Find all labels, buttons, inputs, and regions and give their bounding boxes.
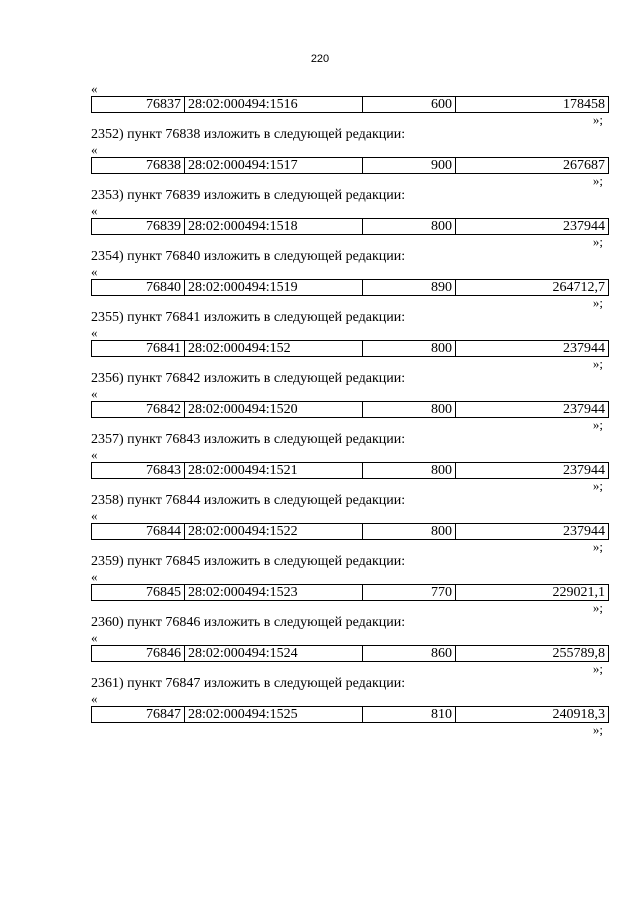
open-quote: « <box>91 691 98 706</box>
close-quote: »; <box>592 478 603 493</box>
close-quote: »; <box>592 661 603 676</box>
entry-block <box>91 249 609 310</box>
area-value: 800 <box>363 463 456 479</box>
amendment-clause: 2358) пункт 76844 изложить в следующей редакции: <box>91 493 406 508</box>
area-value: 860 <box>363 646 456 662</box>
table-row <box>91 706 609 723</box>
item-number: 76844 <box>92 524 185 540</box>
open-quote: « <box>91 569 98 584</box>
open-quote: « <box>91 325 98 340</box>
entry-block <box>91 127 609 188</box>
item-number: 76840 <box>92 280 185 296</box>
cost-value: 229021,1 <box>456 585 609 601</box>
amendment-clause: 2353) пункт 76839 изложить в следующей редакции: <box>91 188 406 203</box>
table-row <box>91 645 609 662</box>
item-number: 76846 <box>92 646 185 662</box>
table-row <box>91 96 609 113</box>
close-quote: »; <box>592 173 603 188</box>
open-quote: « <box>91 203 98 218</box>
cost-value: 237944 <box>456 463 609 479</box>
area-value: 800 <box>363 341 456 357</box>
cost-value: 240918,3 <box>456 707 609 723</box>
entry-block <box>91 310 609 371</box>
item-number: 76847 <box>92 707 185 723</box>
cost-value: 178458 <box>456 97 609 113</box>
cadastral-number: 28:02:000494:1523 <box>185 585 363 601</box>
open-quote: « <box>91 264 98 279</box>
cadastral-number: 28:02:000494:1524 <box>185 646 363 662</box>
entry-block <box>91 188 609 249</box>
close-quote: »; <box>592 600 603 615</box>
open-quote: « <box>91 630 98 645</box>
table-row <box>91 462 609 479</box>
area-value: 800 <box>363 524 456 540</box>
page-number: 220 <box>310 53 330 65</box>
item-number: 76841 <box>92 341 185 357</box>
open-quote: « <box>91 447 98 462</box>
close-quote: »; <box>592 722 603 737</box>
area-value: 770 <box>363 585 456 601</box>
cost-value: 237944 <box>456 524 609 540</box>
item-number: 76839 <box>92 219 185 235</box>
table-row <box>91 523 609 540</box>
item-number: 76837 <box>92 97 185 113</box>
open-quote: « <box>91 142 98 157</box>
cost-value: 237944 <box>456 341 609 357</box>
area-value: 600 <box>363 97 456 113</box>
entry-block <box>91 554 609 615</box>
cadastral-number: 28:02:000494:1521 <box>185 463 363 479</box>
cadastral-number: 28:02:000494:1525 <box>185 707 363 723</box>
item-number: 76842 <box>92 402 185 418</box>
close-quote: »; <box>592 112 603 127</box>
table-row <box>91 584 609 601</box>
close-quote: »; <box>592 539 603 554</box>
cost-value: 255789,8 <box>456 646 609 662</box>
table-row <box>91 218 609 235</box>
table-row <box>91 279 609 296</box>
cost-value: 264712,7 <box>456 280 609 296</box>
item-number: 76845 <box>92 585 185 601</box>
table-row <box>91 157 609 174</box>
area-value: 890 <box>363 280 456 296</box>
cadastral-number: 28:02:000494:1520 <box>185 402 363 418</box>
area-value: 900 <box>363 158 456 174</box>
cadastral-number: 28:02:000494:1519 <box>185 280 363 296</box>
amendment-clause: 2361) пункт 76847 изложить в следующей редакции: <box>91 676 406 691</box>
cadastral-number: 28:02:000494:1517 <box>185 158 363 174</box>
cost-value: 267687 <box>456 158 609 174</box>
close-quote: »; <box>592 417 603 432</box>
entry-block <box>91 615 609 676</box>
area-value: 800 <box>363 219 456 235</box>
entry-block <box>91 371 609 432</box>
cadastral-number: 28:02:000494:152 <box>185 341 363 357</box>
amendment-clause: 2356) пункт 76842 изложить в следующей редакции: <box>91 371 406 386</box>
table-row <box>91 340 609 357</box>
amendment-clause: 2352) пункт 76838 изложить в следующей редакции: <box>91 127 406 142</box>
table-row <box>91 401 609 418</box>
cadastral-number: 28:02:000494:1518 <box>185 219 363 235</box>
close-quote: »; <box>592 234 603 249</box>
cadastral-number: 28:02:000494:1522 <box>185 524 363 540</box>
item-number: 76843 <box>92 463 185 479</box>
open-quote: « <box>91 386 98 401</box>
entry-block <box>91 82 609 127</box>
close-quote: »; <box>592 356 603 371</box>
open-quote: « <box>91 81 98 96</box>
document-body <box>91 82 609 737</box>
amendment-clause: 2357) пункт 76843 изложить в следующей редакции: <box>91 432 406 447</box>
item-number: 76838 <box>92 158 185 174</box>
amendment-clause: 2354) пункт 76840 изложить в следующей редакции: <box>91 249 406 264</box>
amendment-clause: 2359) пункт 76845 изложить в следующей редакции: <box>91 554 406 569</box>
amendment-clause: 2360) пункт 76846 изложить в следующей редакции: <box>91 615 406 630</box>
cost-value: 237944 <box>456 402 609 418</box>
open-quote: « <box>91 508 98 523</box>
close-quote: »; <box>592 295 603 310</box>
area-value: 800 <box>363 402 456 418</box>
entry-block <box>91 432 609 493</box>
entry-block <box>91 493 609 554</box>
cadastral-number: 28:02:000494:1516 <box>185 97 363 113</box>
cost-value: 237944 <box>456 219 609 235</box>
area-value: 810 <box>363 707 456 723</box>
amendment-clause: 2355) пункт 76841 изложить в следующей редакции: <box>91 310 406 325</box>
entry-block <box>91 676 609 737</box>
